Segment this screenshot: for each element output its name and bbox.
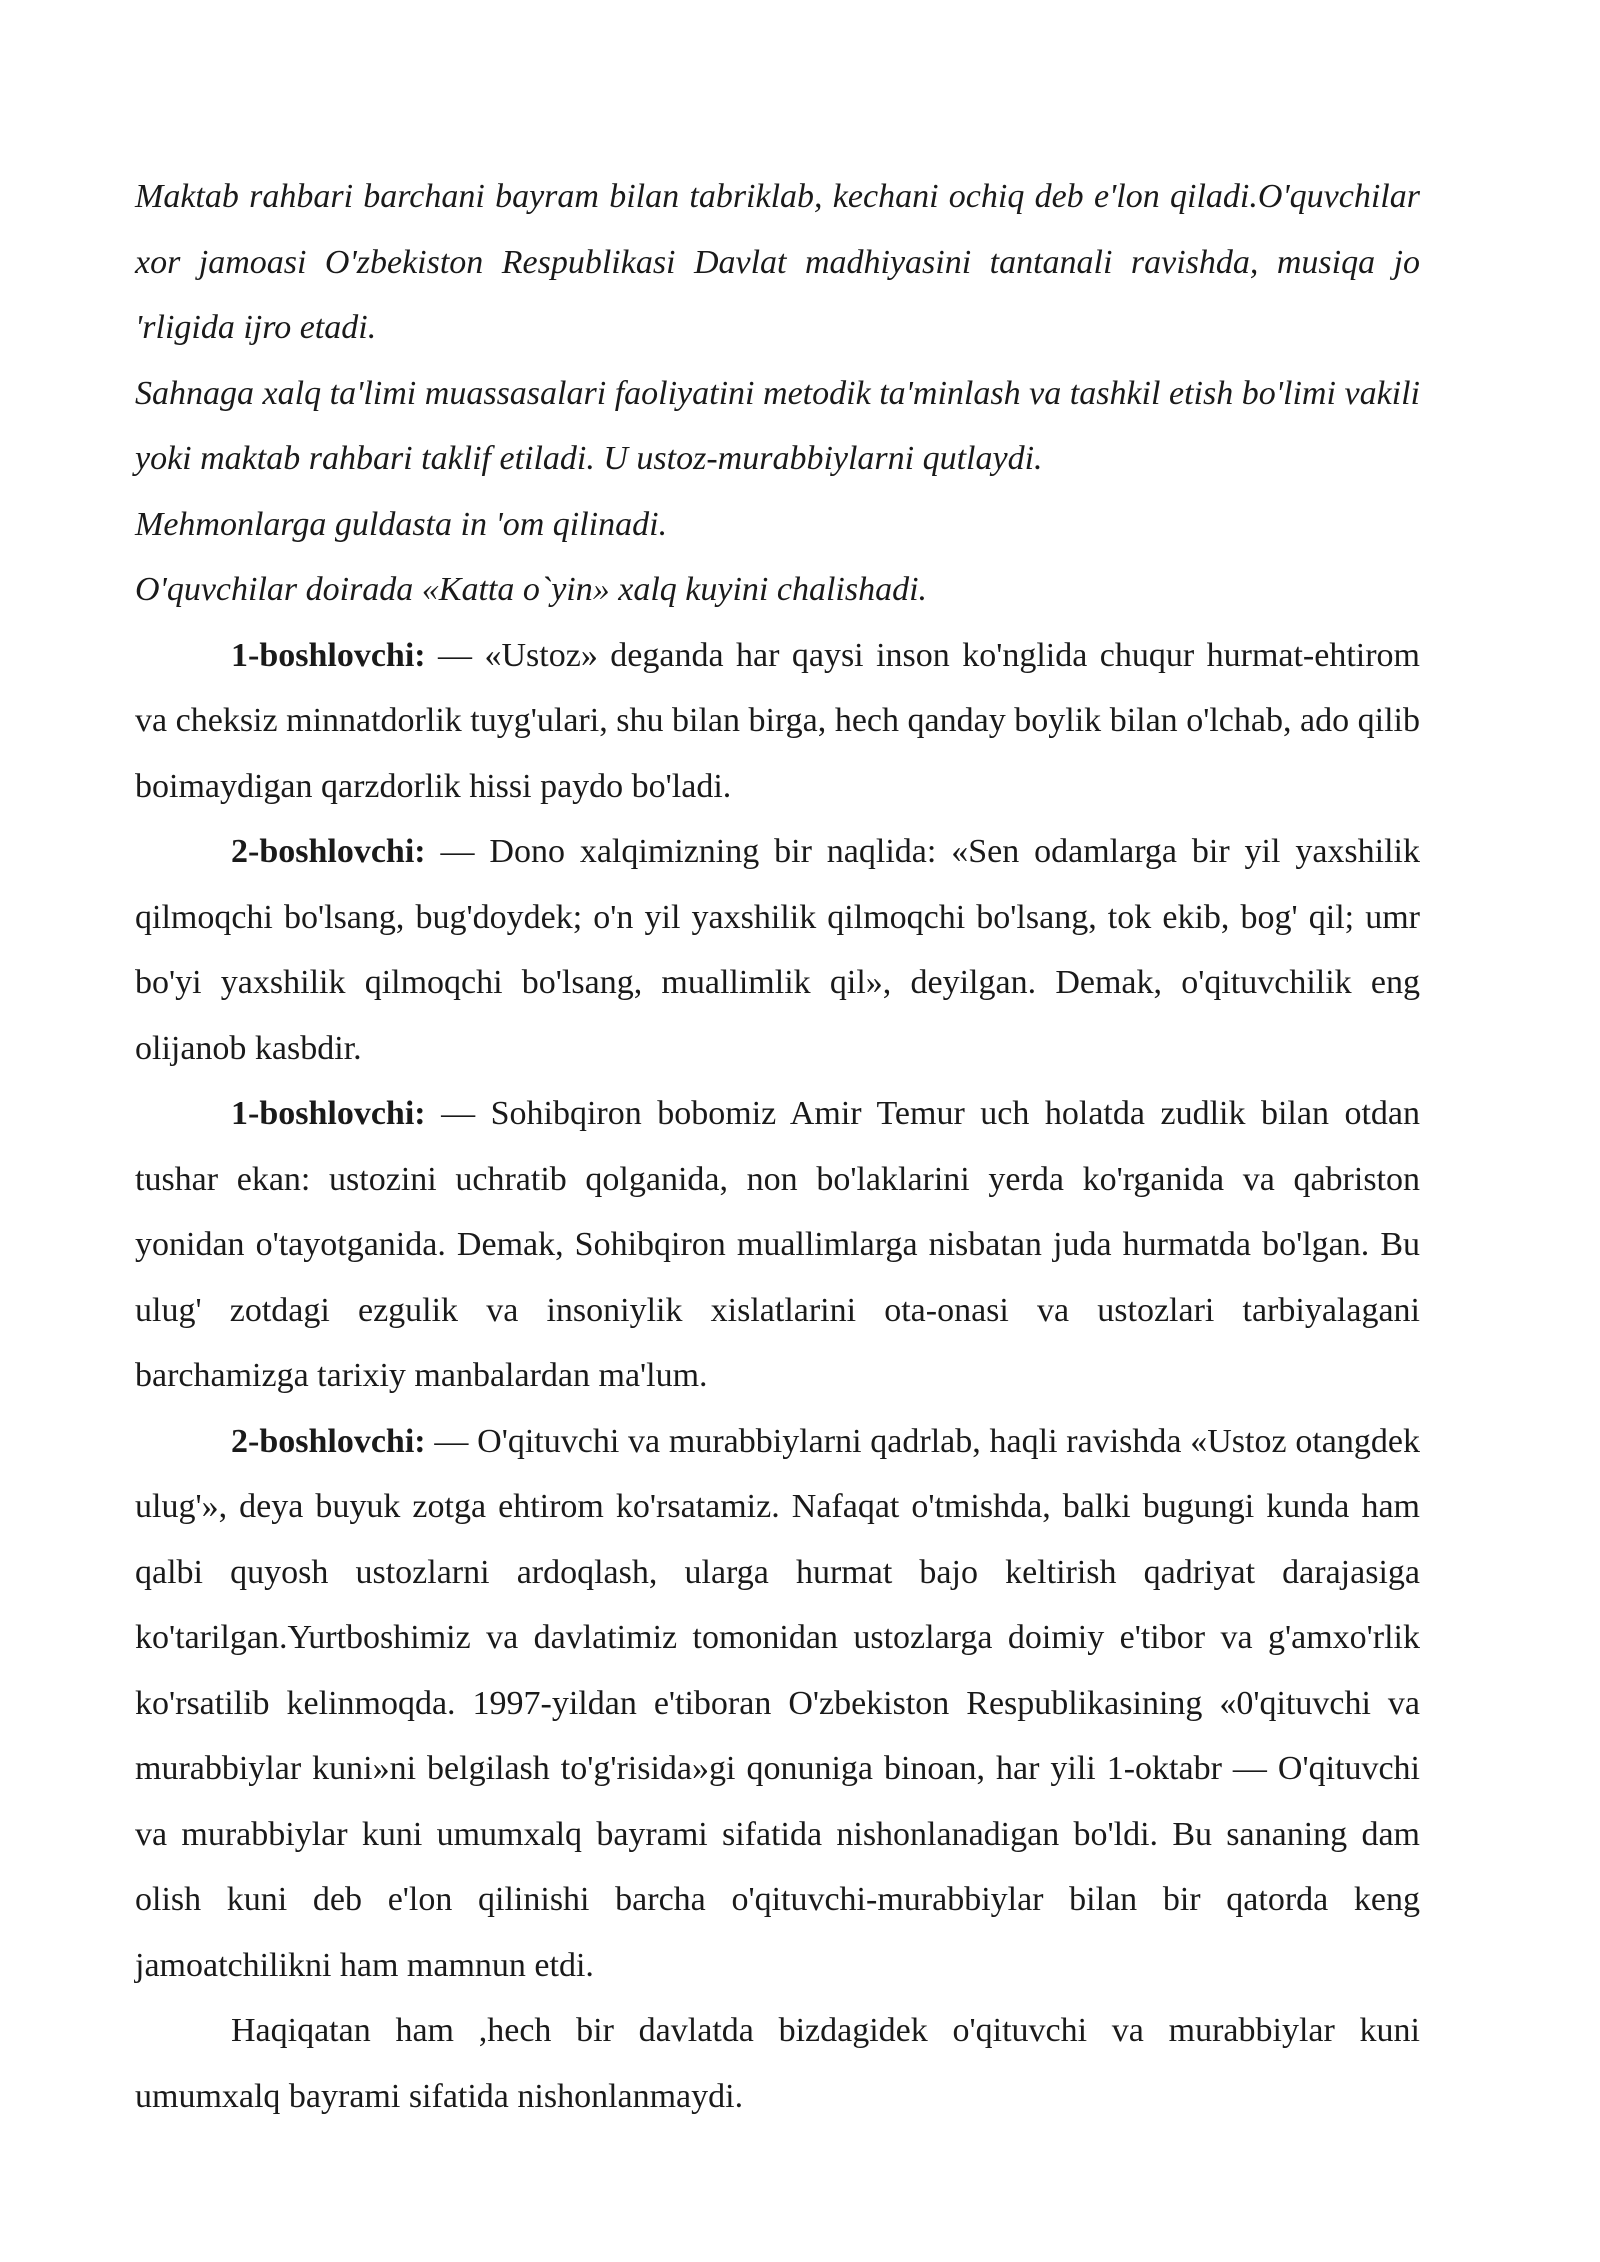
speech-paragraph <box>135 1409 1420 1999</box>
stage-direction: Mehmonlarga guldasta in 'om qilinadi. <box>135 505 668 543</box>
speech-paragraph <box>135 623 1420 820</box>
speech-text: — Dono xalqimizning bir naqlida: «Sen odamlarga bir yil yaxshilik qilmoqchi bo'lsang, bug'doydek; o'n yil yaxshilik qilmoqchi bo'lsang, tok ekib, bog' qil; umr bo'yi yaxshilik qilmoqchi bo'lsang, muallimlik qil», deyilgan. Demak, o'qituvchilik eng olijanob kasbdir. <box>135 833 1420 1067</box>
speaker-label: 1-boshlovchi: <box>231 636 426 674</box>
closing-paragraph: Haqiqatan ham ,hech bir davlatda bizdagidek o'qituvchi va murabbiylar kuni umumxalq bayrami sifatida nishonlanmaydi. <box>135 2012 1420 2115</box>
stage-direction: Sahnaga xalq ta'limi muassasalari faoliyatini metodik ta'minlash va tashkil etish bo'limi vakili yoki maktab rahbari taklif etiladi. U ustoz-murabbiylarni qutlaydi. <box>135 374 1420 477</box>
stage-direction: O'quvchilar doirada «Katta o`yin» xalq kuyini chalishadi. <box>135 571 928 608</box>
speaker-label: 1-boshlovchi: <box>231 1095 426 1132</box>
stage-direction: Maktab rahbari barchani bayram bilan tabriklab, kechani ochiq deb e'lon qiladi.O'quvchilar xor jamoasi O'zbekiston Respublikasi Davlat madhiyasini tantanali ravishda, musiqa jo 'rligida ijro etadi. <box>135 178 1420 346</box>
speech-paragraph <box>135 1081 1420 1409</box>
speech-text: — O'qituvchi va murabbiylarni qadrlab, haqli ravishda «Ustoz otangdek ulug'», deya buyuk zotga ehtirom ko'rsatamiz. Nafaqat o'tmishda, balki bugungi kunda ham qalbi quyosh ustozlarni ardoqlash, ularga hurmat bajo keltirish qadriyat darajasiga ko'tarilgan.Yurtboshimiz va davlatimiz tomonidan ustozlarga doimiy e'tibor va g'amxo'rlik ko'rsatilib kelinmoqda. 1997-yildan e'tiboran O'zbekiston Respublikasining «0'qituvchi va murabbiylar kuni»ni belgilash to'g'risida»gi qonuniga binoan, har yili 1-oktabr — O'qituvchi va murabbiylar kuni umumxalq bayrami sifatida nishonlanadigan bo'ldi. Bu sananing dam olish kuni deb e'lon qilinishi barcha o'qituvchi-murabbiylar bilan bir qatorda keng jamoatchilikni ham mamnun etdi. <box>135 1422 1420 1984</box>
speech-text: — «Ustoz» deganda har qaysi inson ko'nglida chuqur hurmat-ehtirom va cheksiz minnatdorlik tuyg'ulari, shu bilan birga, hech qanday boylik bilan o'lchab, ado qilib boimaydigan qarzdorlik hissi paydo bo'ladi. <box>135 636 1420 805</box>
document-page <box>135 164 1420 2129</box>
speaker-label: 2-boshlovchi: <box>231 833 426 870</box>
speech-text: — Sohibqiron bobomiz Amir Temur uch holatda zudlik bilan otdan tushar ekan: ustozini uchratib qolganida, non bo'laklarini yerda ko'rganida va qabriston yonidan o'tayotganida. Demak, Sohibqiron muallimlarga nisbatan juda hurmatda bo'lgan. Bu ulug' zotdagi ezgulik va insoniylik xislatlarini ota-onasi va ustozlari tarbiyalagani barchamizga tarixiy manbalardan ma'lum. <box>135 1095 1420 1394</box>
speaker-label: 2-boshlovchi: <box>231 1422 426 1460</box>
speech-paragraph <box>135 819 1420 1081</box>
